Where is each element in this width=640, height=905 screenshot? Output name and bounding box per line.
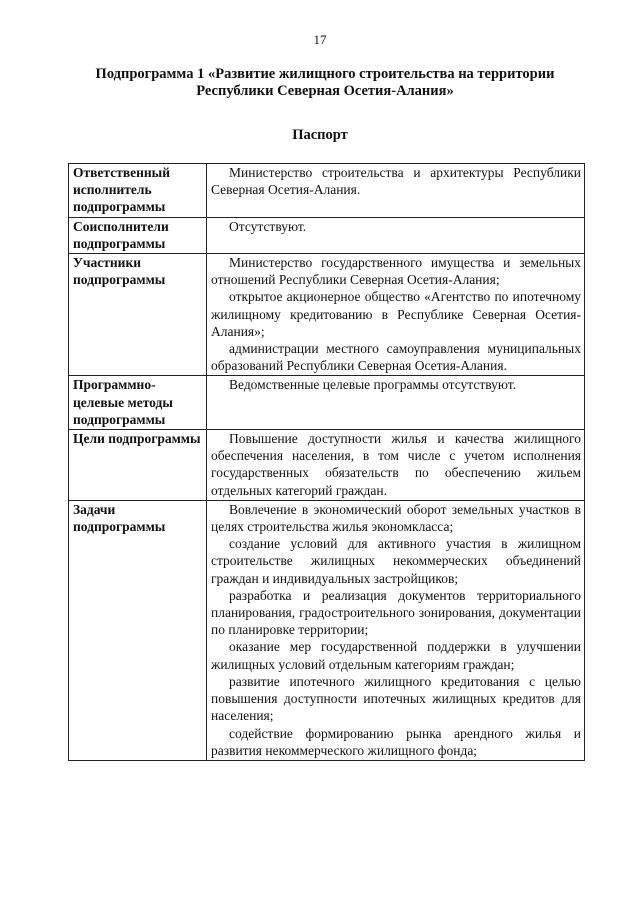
table-row-participants <box>69 254 585 376</box>
row-value <box>207 164 585 218</box>
row-paragraph: Повышение доступности жилья и качества жилищного обеспечения населения, в том числе с учетом исполнения государственных обязательств по обеспечению жильем отдельных категорий граждан. <box>211 431 581 498</box>
row-paragraph: создание условий для активного участия в жилищном строительстве жилищных некоммерческих объединений граждан и индивидуальных застройщиков; <box>211 536 581 586</box>
row-value <box>207 376 585 430</box>
table-row-methods <box>69 376 585 430</box>
passport-table <box>68 163 585 761</box>
row-paragraph: Отсутствуют. <box>229 218 307 234</box>
row-paragraph: Министерство государственного имущества и земельных отношений Республики Северная Осетия-Алания; <box>211 255 581 288</box>
row-paragraph: развитие ипотечного жилищного кредитования с целью повышения доступности ипотечных жилищных кредитов для населения; <box>211 673 581 724</box>
row-paragraph: Министерство строительства и архитектуры Республики Северная Осетия-Алания. <box>211 165 581 198</box>
row-paragraph: оказание мер государственной поддержки в улучшении жилищных условий отдельным категориям граждан; <box>211 639 581 672</box>
row-value <box>207 430 585 501</box>
row-paragraph: содействие формированию рынка арендного жилья и развития некоммерческого жилищного фонда; <box>211 725 581 758</box>
row-value <box>207 217 585 253</box>
row-paragraph: открытое акционерное общество «Агентство по ипотечному жилищному кредитованию в Республике Северная Осетия-Алания»; <box>211 289 581 339</box>
row-paragraph: администрации местного самоуправления муниципальных образований Республики Северная Осетия-Алания. <box>211 341 581 374</box>
row-paragraph: разработка и реализация документов территориального планирования, градостроительного зонирования, документации по планировке территории; <box>211 587 581 638</box>
table-row-coexecutors <box>69 217 585 253</box>
table-row-goals <box>69 430 585 501</box>
row-label: Программно-целевые методы подпрограммы <box>69 376 207 430</box>
document-title: Подпрограмма 1 «Развитие жилищного строительства на территории Республики Северная Осетия-Алания» <box>95 66 555 99</box>
row-value <box>207 500 585 760</box>
passport-heading: Паспорт <box>292 127 348 143</box>
row-value <box>207 254 585 376</box>
row-paragraph: Вовлечение в экономический оборот земельных участков в целях строительства жилья экономкласса; <box>211 501 581 535</box>
row-label: Ответственный исполнитель подпрограммы <box>69 164 207 218</box>
table-row-responsible <box>69 164 585 218</box>
page-number: 17 <box>313 32 327 47</box>
row-label: Участники подпрограммы <box>69 254 207 376</box>
table-row-tasks <box>69 500 585 760</box>
row-label: Цели подпрограммы <box>69 430 207 501</box>
row-label: Задачи подпрограммы <box>69 500 207 760</box>
row-paragraph: Ведомственные целевые программы отсутствуют. <box>229 377 517 393</box>
row-label: Соисполнители подпрограммы <box>69 217 207 253</box>
